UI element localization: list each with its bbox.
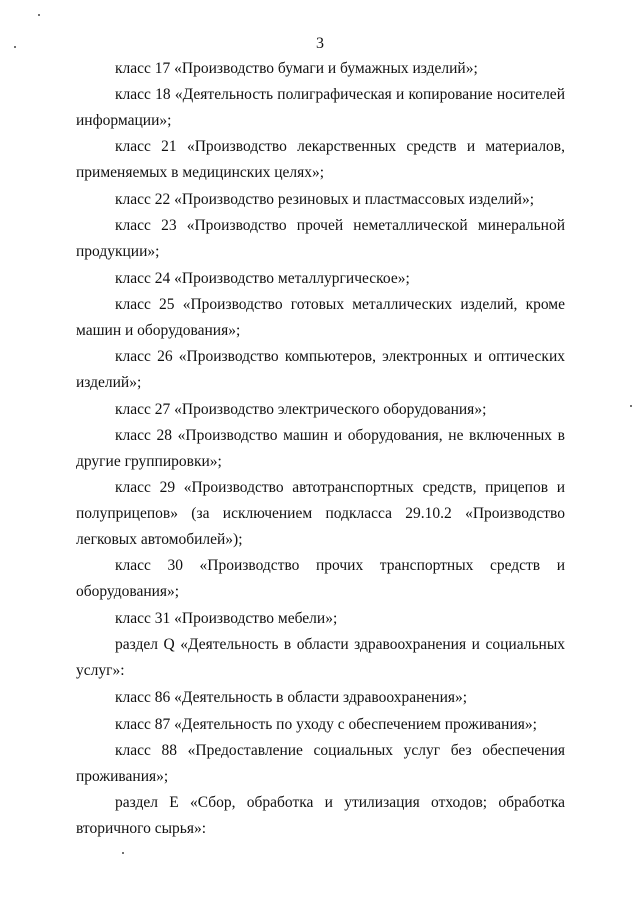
paragraph-class-31: класс 31 «Производство мебели»; xyxy=(115,610,338,627)
scan-speck xyxy=(14,46,16,48)
paragraph-class-29: класс 29 «Производство автотранспортных средств, прицепов и полуприцепов» (за исключением подкласса 29.10.2 «Производство легковых автомобилей»); xyxy=(76,479,565,548)
paragraph-class-30: класс 30 «Производство прочих транспортных средств и оборудования»; xyxy=(76,557,565,600)
paragraph-class-86: класс 86 «Деятельность в области здравоохранения»; xyxy=(115,689,468,706)
paragraph-class-21: класс 21 «Производство лекарственных средств и материалов, применяемых в медицинских целях»; xyxy=(76,138,565,181)
paragraph-class-24: класс 24 «Производство металлургическое»; xyxy=(115,270,410,287)
page-number: 3 xyxy=(316,35,324,52)
document-body xyxy=(76,55,565,842)
paragraph-class-88: класс 88 «Предоставление социальных услуг без обеспечения проживания»; xyxy=(76,742,565,785)
paragraph-class-18: класс 18 «Деятельность полиграфическая и копирование носителей информации»; xyxy=(76,86,565,129)
paragraph-class-17: класс 17 «Производство бумаги и бумажных изделий»; xyxy=(115,60,478,77)
paragraph-class-25: класс 25 «Производство готовых металлических изделий, кроме машин и оборудования»; xyxy=(76,296,565,339)
scan-speck xyxy=(122,852,124,854)
scan-speck xyxy=(630,405,632,407)
paragraph-class-87: класс 87 «Деятельность по уходу с обеспечением проживания»; xyxy=(115,716,537,733)
paragraph-class-27: класс 27 «Производство электрического оборудования»; xyxy=(115,401,487,418)
paragraph-section-e: раздел E «Сбор, обработка и утилизация отходов; обработка вторичного сырья»: xyxy=(76,794,565,837)
scan-speck xyxy=(38,14,40,16)
paragraph-class-26: класс 26 «Производство компьютеров, электронных и оптических изделий»; xyxy=(76,348,565,391)
paragraph-section-q: раздел Q «Деятельность в области здравоохранения и социальных услуг»: xyxy=(76,636,565,679)
paragraph-class-22: класс 22 «Производство резиновых и пластмассовых изделий»; xyxy=(115,191,535,208)
paragraph-class-23: класс 23 «Производство прочей неметаллической минеральной продукции»; xyxy=(76,217,565,260)
paragraph-class-28: класс 28 «Производство машин и оборудования, не включенных в другие группировки»; xyxy=(76,427,565,470)
